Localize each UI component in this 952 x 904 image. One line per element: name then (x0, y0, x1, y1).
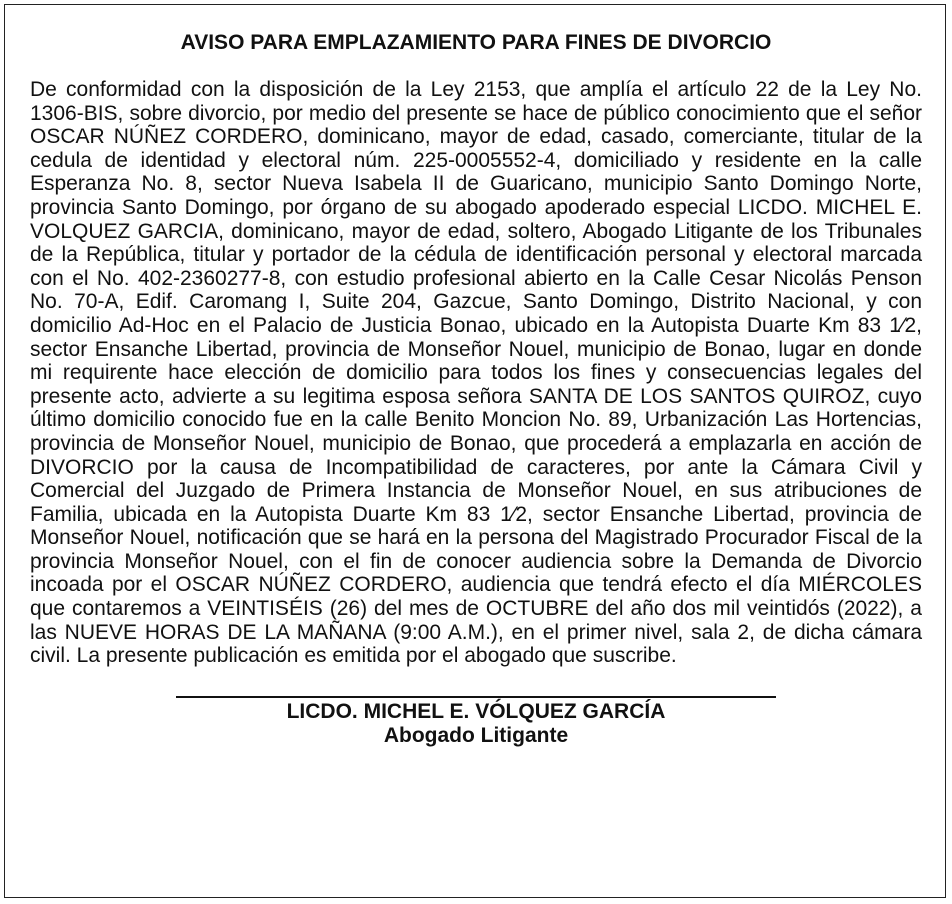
signature-line (176, 696, 776, 698)
notice-title: AVISO PARA EMPLAZAMIENTO PARA FINES DE DIVORCIO (180, 31, 772, 54)
signatory-name: LICDO. MICHEL E. VÓLQUEZ GARCÍA (286, 699, 666, 723)
signatory-role: Abogado Litigante (383, 723, 569, 747)
legal-notice (30, 24, 922, 748)
notice-body: De conformidad con la disposición de la Ley 2153, que amplía el artículo 22 de la Ley No. 1306-BIS, sobre divorcio, por medio del presente se hace de público conocimiento que el señor OSCAR NÚÑEZ CORDERO, dominicano, mayor de edad, casado, comerciante, titular de la cedula de identidad y electoral núm. 225-0005552-4, domiciliado y residente en la calle Esperanza No. 8, sector Nueva Isabela II de Guaricano, municipio Santo Domingo Norte, provincia Santo Domingo, por órgano de su abogado apoderado especial LICDO. MICHEL E. VOLQUEZ GARCIA, dominicano, mayor de edad, soltero, Abogado Litigante de los Tribunales de la República, titular y portador de la cédula de identificación personal y electoral marcada con el No. 402-2360277-8, con estudio profesional abierto en la Calle Cesar Nicolás Penson No. 70-A, Edif. Caromang I, Suite 204, Gazcue, Santo Domingo, Distrito Nacional, y con domicilio Ad-Hoc en el Palacio de Justicia Bonao, ubicado en la Autopista Duarte Km 83 1⁄2, sector Ensanche Libertad, provincia de Monseñor Nouel, municipio de Bonao, lugar en donde mi requirente hace elección de domicilio para todos los fines y consecuencias legales del presente acto, advierte a su legitima esposa señora SANTA DE LOS SANTOS QUIROZ, cuyo último domicilio conocido fue en la calle Benito Moncion No. 89, Urbanización Las Hortencias, provincia de Monseñor Nouel, municipio de Bonao, que procederá a emplazarla en acción de DIVORCIO por la causa de Incompatibilidad de caracteres, por ante la Cámara Civil y Comercial del Juzgado de Primera Instancia de Monseñor Nouel, en sus atribuciones de Familia, ubicada en la Autopista Duarte Km 83 1⁄2, sector Ensanche Libertad, provincia de Monseñor Nouel, notificación que se hará en la persona del Magistrado Procurador Fiscal de la provincia Monseñor Nouel, con el fin de conocer audiencia sobre la Demanda de Divorcio incoada por el OSCAR NÚÑEZ CORDERO, audiencia que tendrá efecto el día MIÉRCOLES que contaremos a VEINTISÉIS (26) del mes de OCTUBRE del año dos mil veintidós (2022), a las NUEVE HORAS DE LA MAÑANA (9:00 A.M.), en el primer nivel, sala 2, de dicha cámara civil. La presente publicación es emitida por el abogado que suscribe. (30, 78, 922, 668)
